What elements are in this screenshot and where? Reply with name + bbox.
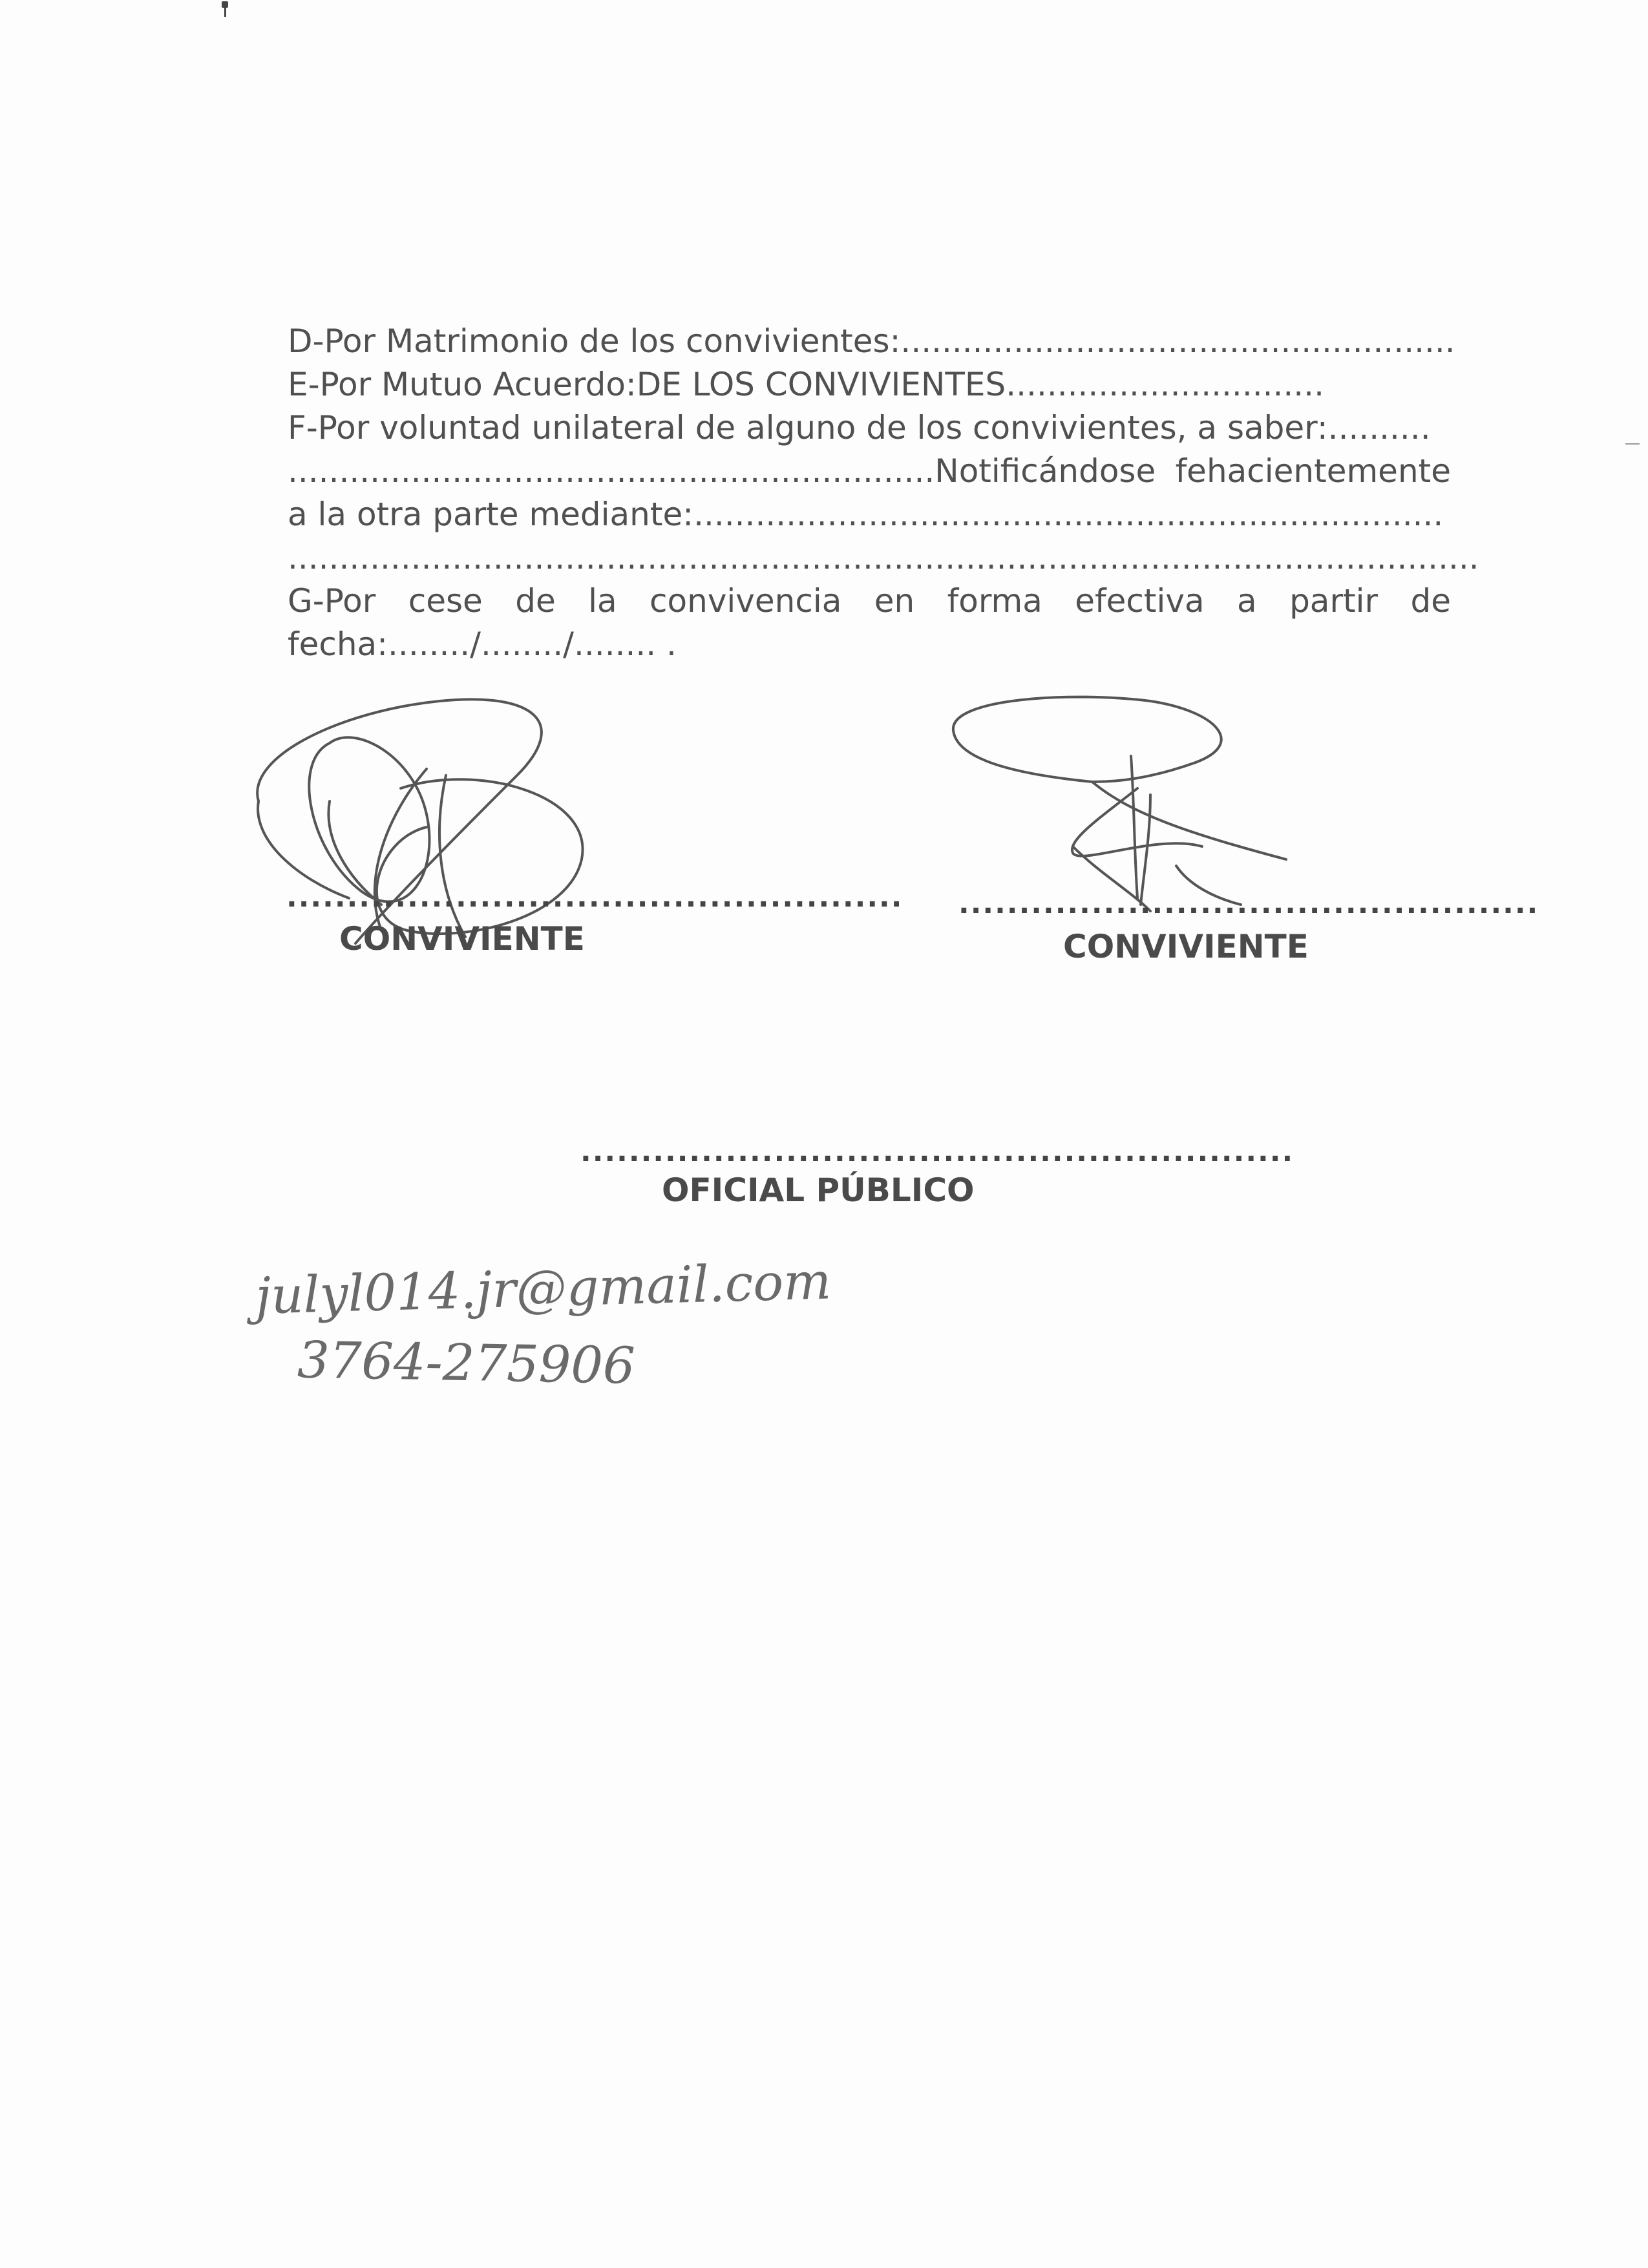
clause-e bbox=[288, 363, 1451, 406]
clause-f-means bbox=[288, 493, 1451, 536]
clause-g-word: a bbox=[1237, 582, 1257, 620]
fill-line: .......... bbox=[1327, 409, 1431, 446]
clause-g-word: forma bbox=[947, 582, 1042, 620]
clause-e-text: E-Por Mutuo Acuerdo:DE LOS CONVIVIENTES bbox=[288, 366, 1006, 403]
scan-mark bbox=[1625, 443, 1640, 445]
clause-f-text: F-Por voluntad unilateral de alguno de los convivientes, a saber: bbox=[288, 409, 1328, 446]
clause-g-word: la bbox=[588, 582, 617, 620]
scan-mark bbox=[224, 8, 226, 17]
right-signature-label: CONVIVIENTE bbox=[1063, 928, 1309, 965]
clause-g-word: de bbox=[1410, 582, 1451, 620]
right-signature-line: ................................................ bbox=[958, 887, 1539, 920]
clause-d-text: D-Por Matrimonio de los convivientes: bbox=[288, 322, 901, 360]
clause-g-word: efectiva bbox=[1075, 582, 1205, 620]
clause-f bbox=[288, 406, 1451, 450]
official-signature-label: OFICIAL PÚBLICO bbox=[662, 1171, 975, 1209]
handwritten-phone: 3764-275906 bbox=[297, 1331, 636, 1396]
handwritten-email: julyl014.jr@gmail.com bbox=[254, 1252, 832, 1326]
dissolution-clauses bbox=[288, 320, 1479, 666]
clause-g-word: G-Por bbox=[288, 582, 376, 620]
official-signature-line: ........................................................... bbox=[580, 1135, 1294, 1168]
left-signature-line: ................................................... bbox=[286, 881, 903, 914]
scan-mark bbox=[222, 1, 228, 8]
clause-g-word: en bbox=[874, 582, 915, 620]
clause-g-word: convivencia bbox=[650, 582, 842, 620]
clause-f-notification-end: fehacientemente bbox=[1175, 452, 1451, 490]
clause-f-notification-text: .Notificándose bbox=[924, 452, 1156, 490]
clause-f-blank bbox=[288, 536, 1479, 580]
fill-line: .................................................................................................................... bbox=[288, 539, 1479, 576]
fill-line: .............................................................. bbox=[288, 452, 925, 490]
clause-g-word: de bbox=[515, 582, 556, 620]
fill-line: ...................................................... bbox=[900, 322, 1455, 360]
clause-f-means-text: a la otra parte mediante: bbox=[288, 496, 694, 533]
left-signature-label: CONVIVIENTE bbox=[339, 920, 585, 958]
right-signature bbox=[944, 691, 1305, 918]
fill-line: ......................................................................... bbox=[693, 496, 1444, 533]
fill-line: ............................... bbox=[1006, 366, 1324, 403]
clause-g-date bbox=[288, 623, 1451, 666]
clause-g-word: cese bbox=[408, 582, 483, 620]
clause-g-word: partir bbox=[1289, 582, 1379, 620]
clause-g bbox=[288, 580, 1451, 623]
clause-g-date-text: fecha:......../......../........ . bbox=[288, 625, 677, 663]
clause-d bbox=[288, 320, 1455, 363]
clause-f-notification bbox=[288, 450, 1451, 493]
